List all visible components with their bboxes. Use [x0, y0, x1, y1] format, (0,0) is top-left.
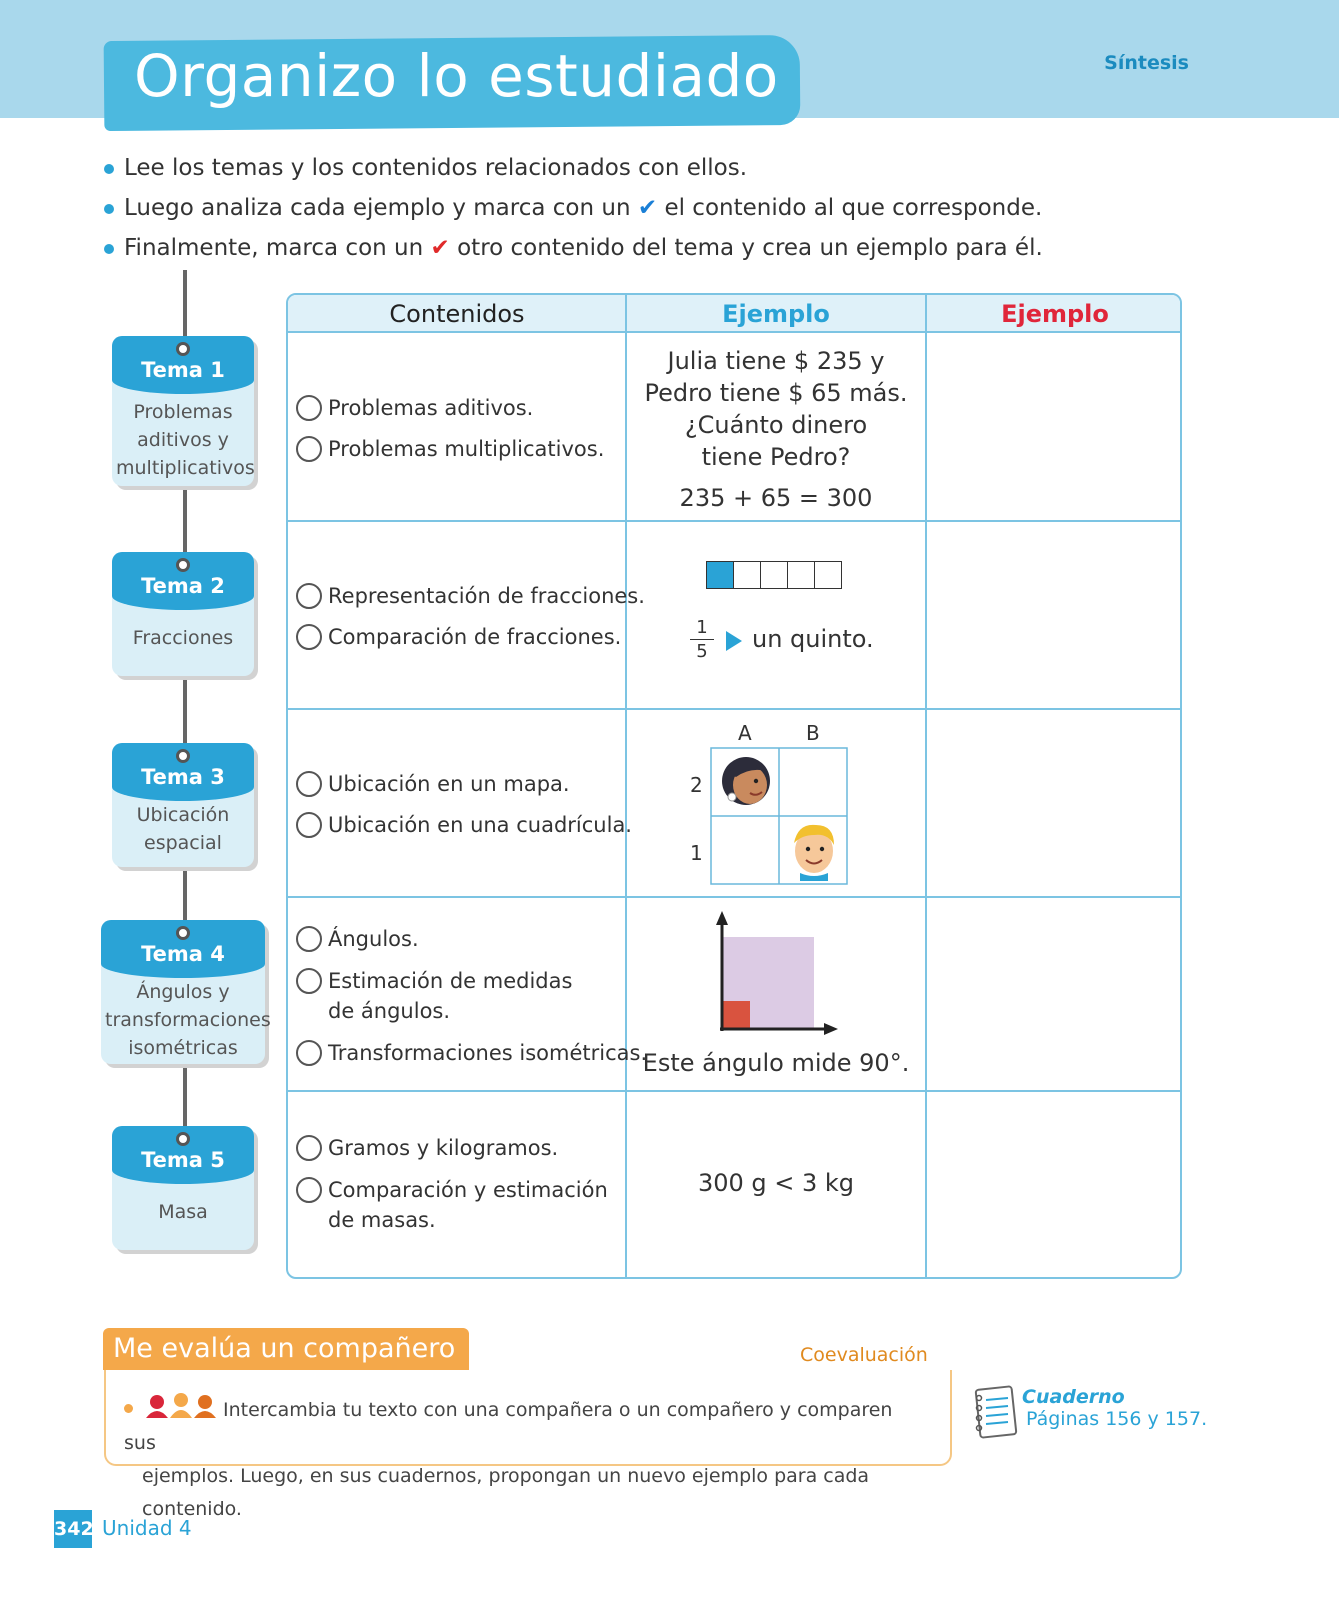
- page-title: Organizo lo estudiado: [134, 42, 779, 110]
- grid-row-label: 1: [690, 841, 703, 865]
- bar-part: [814, 561, 842, 589]
- option-checkbox[interactable]: Ángulos.: [296, 926, 419, 952]
- circle-checkbox-icon[interactable]: [296, 436, 322, 462]
- example-problem: Julia tiene $ 235 y Pedro tiene $ 65 más. ¿Cuánto dinero tiene Pedro? 235 + 65 = 300: [644, 347, 908, 512]
- notebook-icon: [970, 1384, 1018, 1440]
- instructions-list: [104, 152, 1214, 272]
- circle-checkbox-icon[interactable]: [296, 1177, 322, 1203]
- option-checkbox[interactable]: Gramos y kilogramos.: [296, 1135, 558, 1161]
- circle-checkbox-icon[interactable]: [296, 771, 322, 797]
- circle-checkbox-icon[interactable]: [296, 1040, 322, 1066]
- bar-part-filled: [706, 561, 734, 589]
- cuaderno-title: Cuaderno: [1022, 1386, 1125, 1408]
- page-number: 342: [54, 1510, 92, 1548]
- grid-col-label: B: [806, 721, 820, 745]
- circle-checkbox-icon[interactable]: [296, 395, 322, 421]
- row-divider: [288, 896, 1182, 898]
- bar-part: [733, 561, 761, 589]
- option-checkbox[interactable]: Problemas multiplicativos.: [296, 436, 604, 462]
- pin-icon: [176, 749, 190, 763]
- cord: [183, 866, 187, 928]
- tema-card-1: Tema 1 Problemas aditivos y multiplicativos: [112, 336, 254, 486]
- right-angle-diagram: [708, 909, 842, 1039]
- option-checkbox[interactable]: Problemas aditivos.: [296, 395, 533, 421]
- option-checkbox[interactable]: Comparación de fracciones.: [296, 624, 621, 650]
- answer-cell[interactable]: [928, 1093, 1182, 1279]
- cord: [183, 270, 187, 345]
- girl-face-icon: [722, 757, 770, 805]
- bar-part: [760, 561, 788, 589]
- bullet-icon: [104, 244, 114, 254]
- content-table: Contenidos Ejemplo Ejemplo Problemas aditivos. Problemas multiplicativos. Julia tiene $ 235 y Pedro tiene $ 65 más. ¿Cuánto dinero tiene Pedro? 235 + 65 = 300 Representación de fracciones. Comparación de fracciones. 1 5 un quinto. Ubicación en un mapa. Ubicación en una cuadrícula. A B 2 1 Ángulos. Estimación de medidas de ángulos. Transformaciones isométricas. Este ángulo mide 90°. Gramos y kilogramos. Comparación y estimación de masas. 300 g < 3 kg: [286, 293, 1182, 1279]
- unit-label: Unidad 4: [102, 1516, 192, 1540]
- answer-cell[interactable]: [928, 335, 1182, 519]
- option-checkbox[interactable]: Estimación de medidas: [296, 968, 572, 994]
- tema-card-4: Tema 4 Ángulos y transformaciones isométricas: [101, 920, 265, 1064]
- coordinate-grid: [710, 747, 850, 887]
- group-people-icon: [143, 1392, 219, 1422]
- angle-caption: Este ángulo mide 90°.: [642, 1049, 910, 1077]
- coevaluation-title: Me evalúa un compañero: [103, 1328, 469, 1370]
- circle-checkbox-icon[interactable]: [296, 1135, 322, 1161]
- instruction-item: Lee los temas y los contenidos relacionados con ellos.: [104, 152, 1214, 192]
- fraction-text: un quinto.: [752, 625, 874, 653]
- answer-cell[interactable]: [928, 899, 1182, 1089]
- fraction: 1 5: [690, 617, 714, 662]
- instruction-item: Luego analiza cada ejemplo y marca con un ✔ el contenido al que corresponde.: [104, 192, 1214, 232]
- tema-card-2: Tema 2 Fracciones: [112, 552, 254, 676]
- cord: [183, 1064, 187, 1134]
- mass-example: 300 g < 3 kg: [697, 1169, 855, 1197]
- circle-checkbox-icon[interactable]: [296, 583, 322, 609]
- option-checkbox[interactable]: Ubicación en un mapa.: [296, 771, 570, 797]
- cord: [183, 678, 187, 748]
- row-divider: [288, 1090, 1182, 1092]
- circle-checkbox-icon[interactable]: [296, 812, 322, 838]
- blue-check-icon: ✔: [637, 195, 658, 221]
- fraction-bar: [706, 561, 846, 589]
- section-label: Síntesis: [1104, 52, 1189, 74]
- header-contenidos: Contenidos: [389, 300, 525, 328]
- coevaluation-text: Intercambia tu texto con una compañera o un compañero y comparen sus ejemplos. Luego, en sus cuadernos, propongan un nuevo ejemplo para cada contenido.: [124, 1392, 924, 1526]
- header-ejemplo: Ejemplo: [722, 300, 830, 328]
- arrow-right-icon: [726, 631, 742, 651]
- pin-icon: [176, 558, 190, 572]
- bullet-icon: [104, 164, 114, 174]
- row-divider: [288, 520, 1182, 522]
- answer-cell[interactable]: [928, 523, 1182, 707]
- pin-icon: [176, 342, 190, 356]
- bullet-icon: [124, 1404, 133, 1413]
- option-checkbox[interactable]: Comparación y estimación: [296, 1177, 608, 1203]
- pin-icon: [176, 1132, 190, 1146]
- circle-checkbox-icon[interactable]: [296, 624, 322, 650]
- bullet-icon: [104, 204, 114, 214]
- instruction-item: Finalmente, marca con un ✔ otro contenido del tema y crea un ejemplo para él.: [104, 232, 1214, 272]
- tema-card-5: Tema 5 Masa: [112, 1126, 254, 1250]
- red-check-icon: ✔: [430, 235, 450, 261]
- header-ejemplo-propio: Ejemplo: [1001, 300, 1109, 328]
- circle-checkbox-icon[interactable]: [296, 968, 322, 994]
- bar-part: [787, 561, 815, 589]
- tema-card-3: Tema 3 Ubicación espacial: [112, 743, 254, 867]
- cuaderno-pages: Páginas 156 y 157.: [1026, 1408, 1208, 1430]
- pin-icon: [176, 926, 190, 940]
- option-checkbox[interactable]: Ubicación en una cuadrícula.: [296, 812, 632, 838]
- grid-row-label: 2: [690, 773, 703, 797]
- option-checkbox[interactable]: Representación de fracciones.: [296, 583, 645, 609]
- grid-col-label: A: [738, 721, 752, 745]
- row-divider: [288, 708, 1182, 710]
- answer-cell[interactable]: [928, 711, 1182, 895]
- circle-checkbox-icon[interactable]: [296, 926, 322, 952]
- cord: [183, 488, 187, 558]
- option-checkbox[interactable]: Transformaciones isométricas.: [296, 1040, 647, 1066]
- coevaluation-label: Coevaluación: [800, 1344, 928, 1366]
